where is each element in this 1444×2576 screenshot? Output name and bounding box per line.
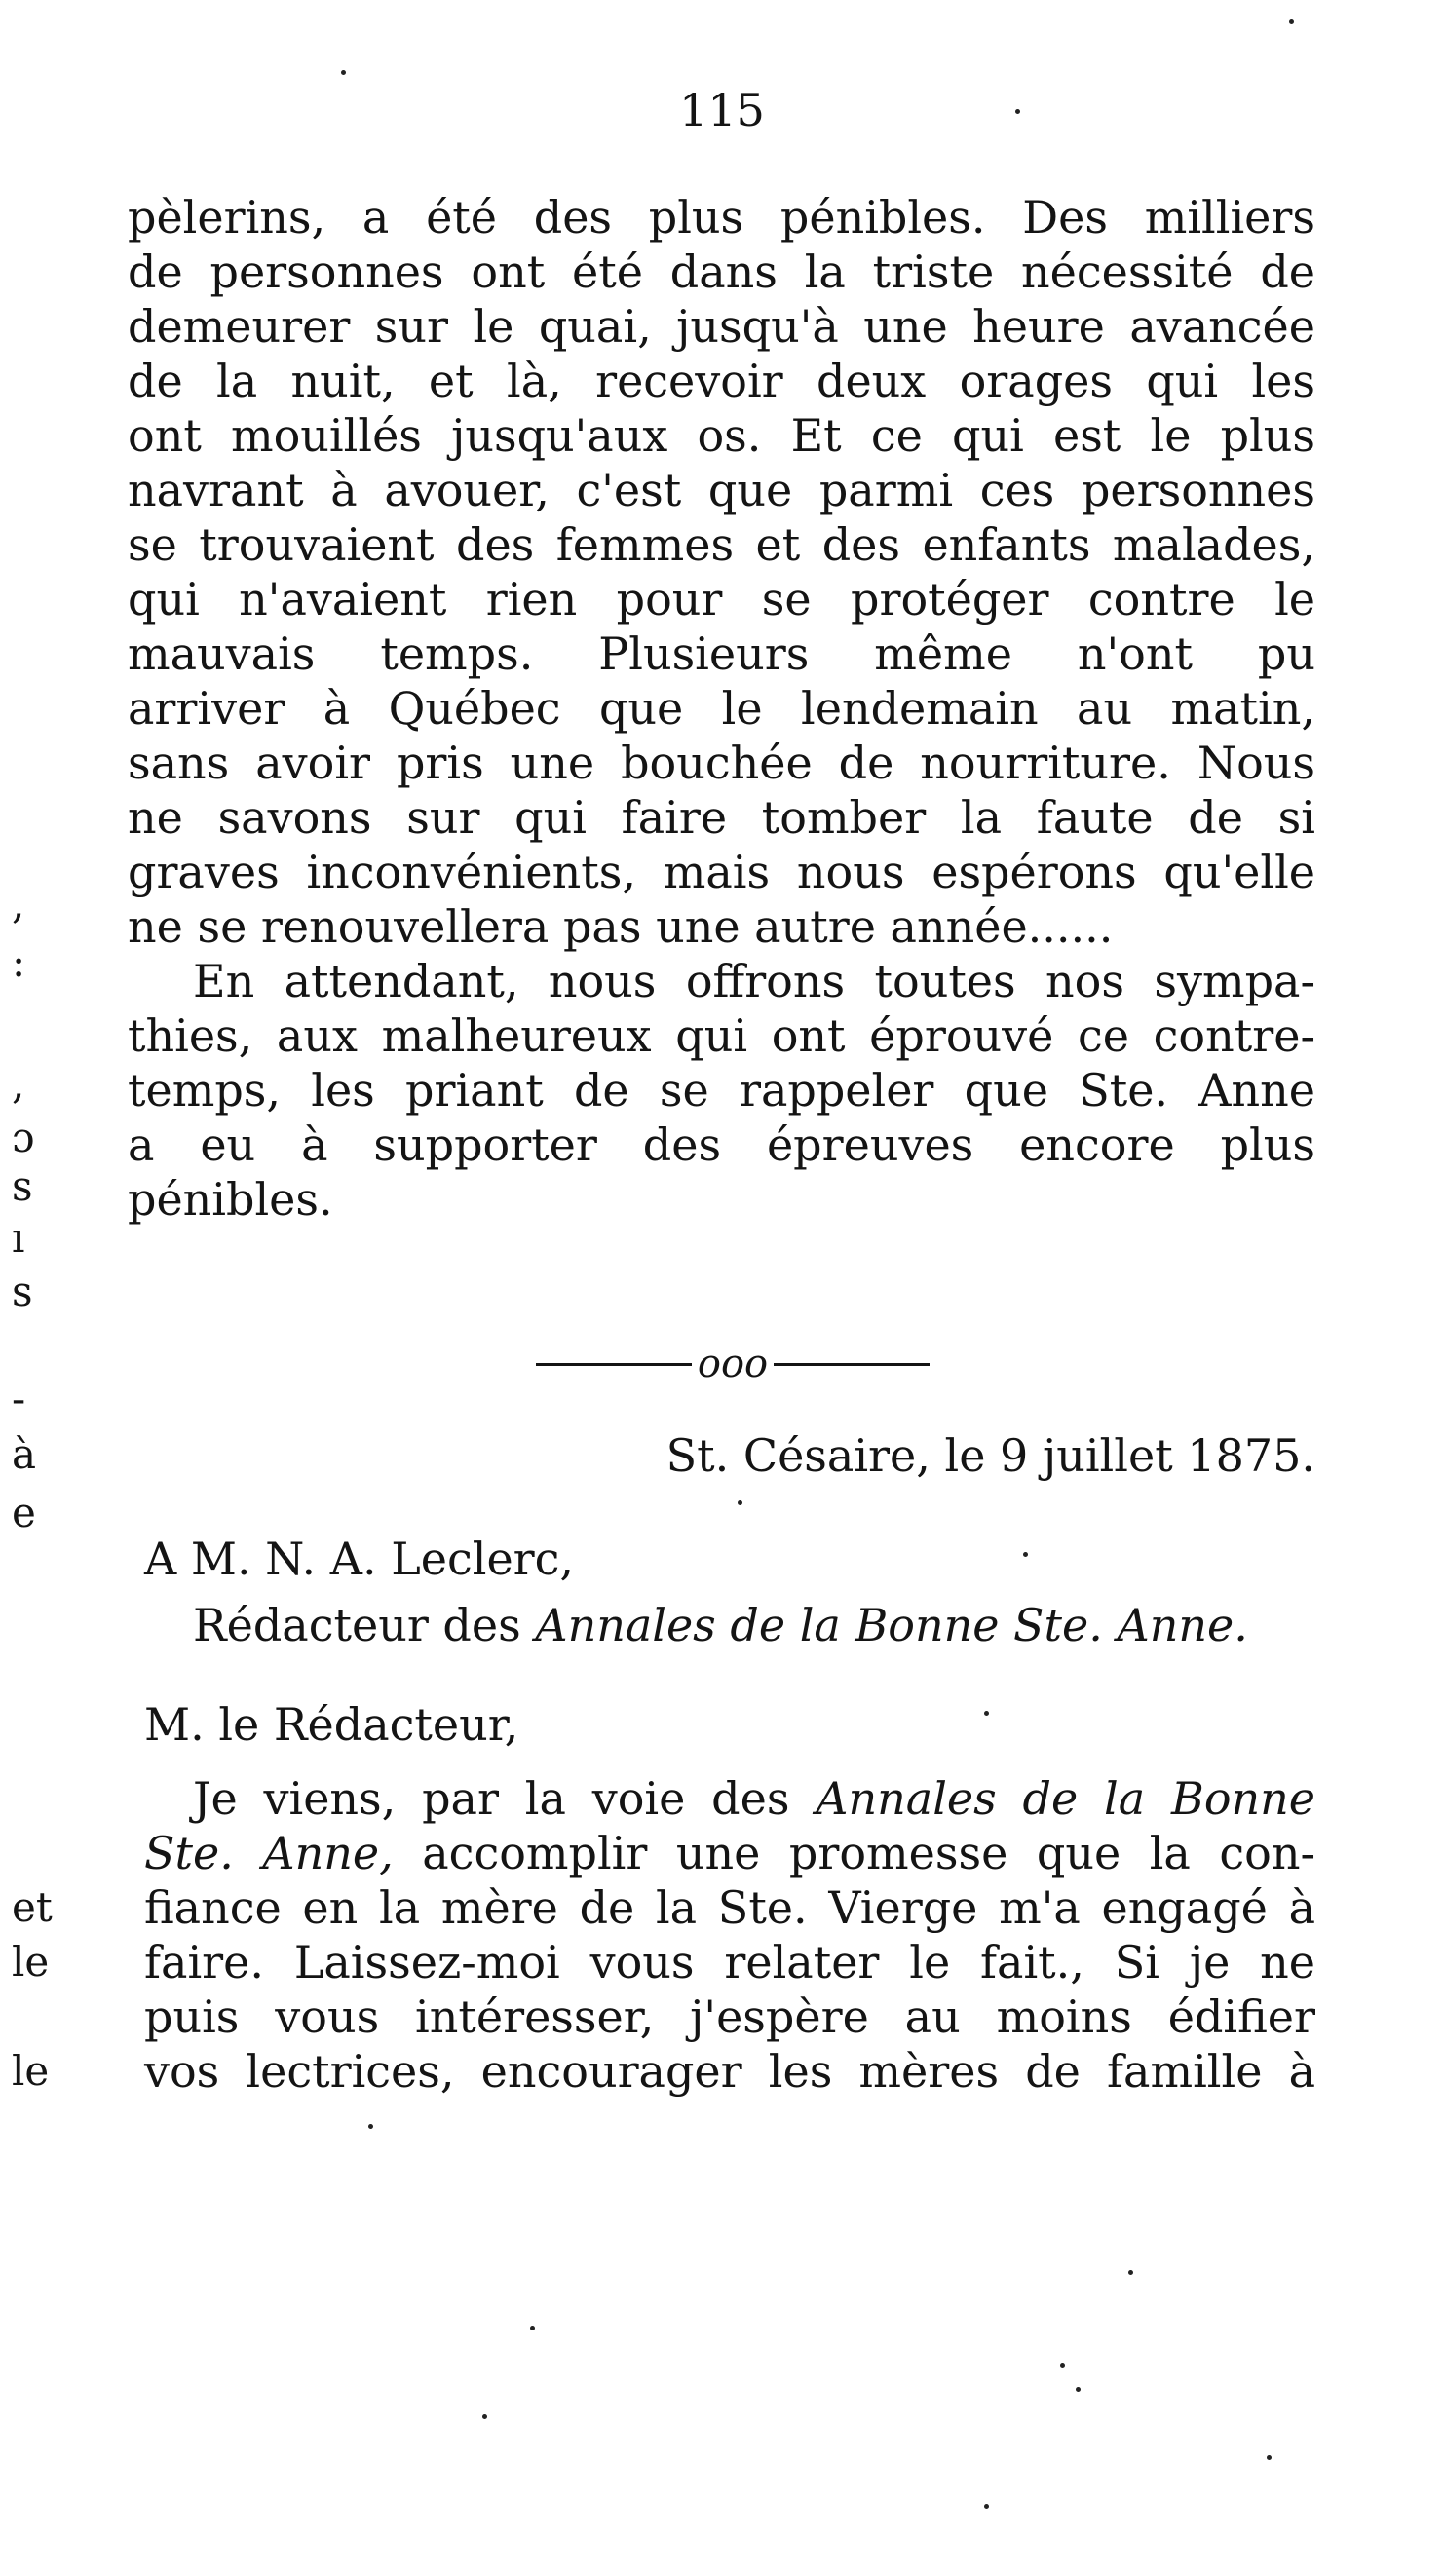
letter-body-line: fiance en la mère de la Ste. Vierge m'a engagé à (144, 1881, 1315, 1934)
letter-body-text: Je viens, par la voie des (193, 1772, 790, 1825)
letter-dateline: St. Césaire, le 9 juillet 1875. (665, 1429, 1315, 1482)
letter-body-text: accomplir une promesse que la con- (422, 1827, 1315, 1879)
text-line: ont mouillés jusqu'aux os. Et ce qui est le plus (128, 409, 1315, 462)
margin-fragment: s (12, 1268, 33, 1315)
margin-fragment: ɔ (12, 1114, 35, 1161)
margin-fragment: à (12, 1430, 37, 1478)
text-line: ne se renouvellera pas une autre année...... (128, 900, 1114, 953)
scan-speck (1267, 2455, 1272, 2460)
scan-speck (984, 1711, 989, 1716)
text-line: sans avoir pris une bouchée de nourriture. Nous (128, 737, 1315, 789)
letter-salutation: M. le Rédacteur, (144, 1698, 519, 1751)
margin-fragment: e (12, 1489, 36, 1536)
text-line: pèlerins, a été des plus pénibles. Des milliers (128, 191, 1315, 244)
scan-speck (1128, 2270, 1133, 2275)
text-line: se trouvaient des femmes et des enfants malades, (128, 518, 1315, 571)
letter-addressee-title (193, 1598, 1248, 1652)
margin-fragment: ı (12, 1214, 25, 1262)
text-line: graves inconvénients, mais nous espérons qu'elle (128, 846, 1315, 898)
scan-speck (530, 2326, 535, 2330)
margin-fragment: , (12, 880, 25, 928)
letter-body-line: vos lectrices, encourager les mères de famille à (144, 2045, 1315, 2098)
scan-speck (482, 2414, 487, 2419)
scan-speck (341, 70, 346, 75)
text-line: ne savons sur qui faire tomber la faute de si (128, 791, 1315, 844)
text-line: thies, aux malheureux qui ont éprouvé ce contre- (128, 1009, 1315, 1062)
text-line: temps, les priant de se rappeler que Ste. Anne (128, 1064, 1315, 1117)
scan-speck (368, 2124, 373, 2129)
margin-fragment: et (12, 1883, 53, 1931)
separator-rule-right (774, 1363, 930, 1366)
margin-fragment: s (12, 1162, 33, 1210)
scan-speck (1289, 19, 1294, 24)
separator-mark: ooo (697, 1342, 769, 1386)
text-line: mauvais temps. Plusieurs même n'ont pu (128, 627, 1315, 680)
page-number: 115 (679, 84, 765, 136)
letter-body-line (144, 1826, 1315, 1880)
scan-speck (1076, 2387, 1081, 2392)
text-line: de la nuit, et là, recevoir deux orages qui les (128, 355, 1315, 407)
text-line: arriver à Québec que le lendemain au matin, (128, 682, 1315, 735)
margin-fragment: le (12, 1938, 50, 1986)
text-line: qui n'avaient rien pour se protéger contre le (128, 573, 1315, 625)
addressee-title-italic: Annales de la Bonne Ste. Anne. (535, 1599, 1248, 1651)
letter-body-line: puis vous intéresser, j'espère au moins édifier (144, 1990, 1315, 2043)
text-line: a eu à supporter des épreuves encore plus (128, 1118, 1315, 1171)
scan-speck (1015, 109, 1020, 114)
letter-body-line (193, 1771, 1315, 1826)
margin-fragment: le (12, 2047, 50, 2095)
letter-body-italic: Annales de la Bonne (816, 1772, 1315, 1825)
text-line: navrant à avouer, c'est que parmi ces personnes (128, 464, 1315, 516)
addressee-title-text: Rédacteur des (193, 1599, 521, 1651)
margin-fragment: , (12, 1060, 25, 1108)
text-line: En attendant, nous offrons toutes nos sympa- (193, 955, 1315, 1007)
margin-fragment: : (12, 938, 26, 986)
scan-speck (984, 2504, 989, 2509)
letter-body-italic: Ste. Anne, (144, 1827, 394, 1879)
text-line: demeurer sur le quai, jusqu'à une heure avancée (128, 300, 1315, 353)
text-line: de personnes ont été dans la triste nécessité de (128, 246, 1315, 298)
scan-speck (1060, 2363, 1065, 2368)
section-separator (528, 1337, 937, 1391)
letter-addressee: A M. N. A. Leclerc, (144, 1533, 575, 1585)
scan-speck (738, 1500, 742, 1505)
scan-speck (1023, 1552, 1028, 1557)
letter-body-line: faire. Laissez-moi vous relater le fait., Si je ne (144, 1936, 1315, 1989)
separator-rule-left (536, 1363, 692, 1366)
margin-fragment: - (12, 1375, 26, 1422)
text-line: pénibles. (128, 1173, 333, 1226)
